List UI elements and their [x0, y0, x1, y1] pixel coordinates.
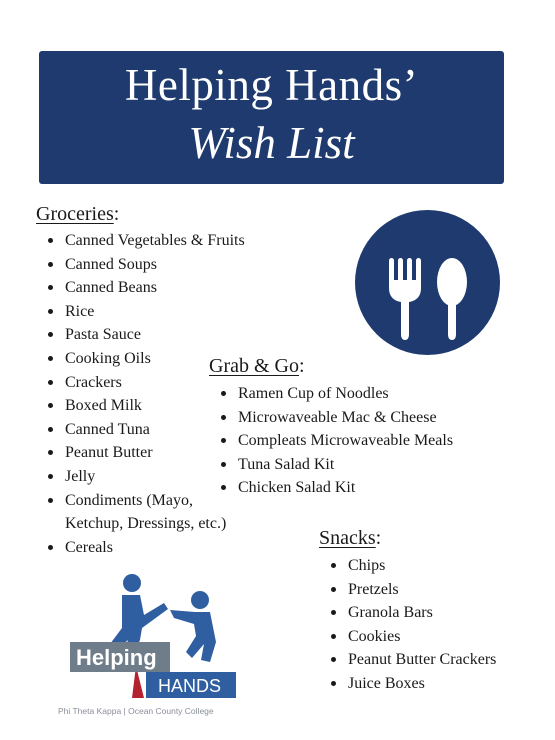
list-item: Chicken Salad Kit — [220, 476, 453, 500]
snacks-heading-colon: : — [375, 527, 382, 549]
list-item: Compleats Microwaveable Meals — [220, 429, 453, 453]
list-item: Ramen Cup of Noodles — [220, 382, 453, 406]
snacks-list — [330, 554, 496, 696]
list-item: Microwaveable Mac & Cheese — [220, 406, 453, 430]
title-banner — [39, 51, 504, 184]
list-item: Canned Soups — [47, 253, 245, 277]
list-item: Boxed Milk — [47, 394, 245, 418]
groceries-list — [47, 229, 245, 559]
list-item: Peanut Butter — [47, 441, 245, 465]
list-item: Granola Bars — [330, 601, 496, 625]
list-item: Crackers — [47, 371, 245, 395]
list-item: Canned Vegetables & Fruits — [47, 229, 245, 253]
list-item-continuation: Ketchup, Dressings, etc.) — [65, 515, 227, 533]
grab-and-go-heading-colon: : — [298, 355, 305, 377]
logo-word-hands: HANDS — [158, 676, 222, 696]
list-item: Cereals — [47, 536, 245, 560]
list-item: Juice Boxes — [330, 672, 496, 696]
figure-left-head — [123, 574, 141, 592]
grab-and-go-list — [220, 382, 453, 500]
list-item: Pretzels — [330, 578, 496, 602]
figure-right-head — [191, 591, 209, 609]
list-item: Cookies — [330, 625, 496, 649]
figure-right-body — [170, 610, 216, 662]
groceries-heading-colon: : — [113, 203, 120, 225]
list-item: Cooking Oils — [47, 347, 245, 371]
list-item: Canned Tuna — [47, 418, 245, 442]
helping-hands-logo — [70, 570, 240, 705]
snacks-heading-text: Snacks — [319, 527, 376, 549]
list-item: Condiments (Mayo, — [47, 489, 245, 513]
grab-and-go-heading-text: Grab & Go — [209, 355, 299, 377]
list-item: Pasta Sauce — [47, 323, 245, 347]
fork-spoon-icon — [355, 210, 500, 355]
snacks-heading — [319, 525, 381, 551]
groceries-heading — [36, 201, 119, 227]
list-item: Jelly — [47, 465, 245, 489]
title-line-1: Helping Hands’ — [124, 60, 419, 110]
title-line-2: Wish List — [188, 118, 355, 168]
list-item: Peanut Butter Crackers — [330, 648, 496, 672]
list-item: Rice — [47, 300, 245, 324]
list-item: Chips — [330, 554, 496, 578]
list-item: Tuna Salad Kit — [220, 453, 453, 477]
groceries-heading-text: Groceries — [36, 203, 114, 225]
logo-tagline: Phi Theta Kappa | Ocean County College — [58, 706, 214, 716]
logo-word-helping: Helping — [76, 645, 157, 670]
list-item: Canned Beans — [47, 276, 245, 300]
grab-and-go-heading — [209, 353, 305, 379]
